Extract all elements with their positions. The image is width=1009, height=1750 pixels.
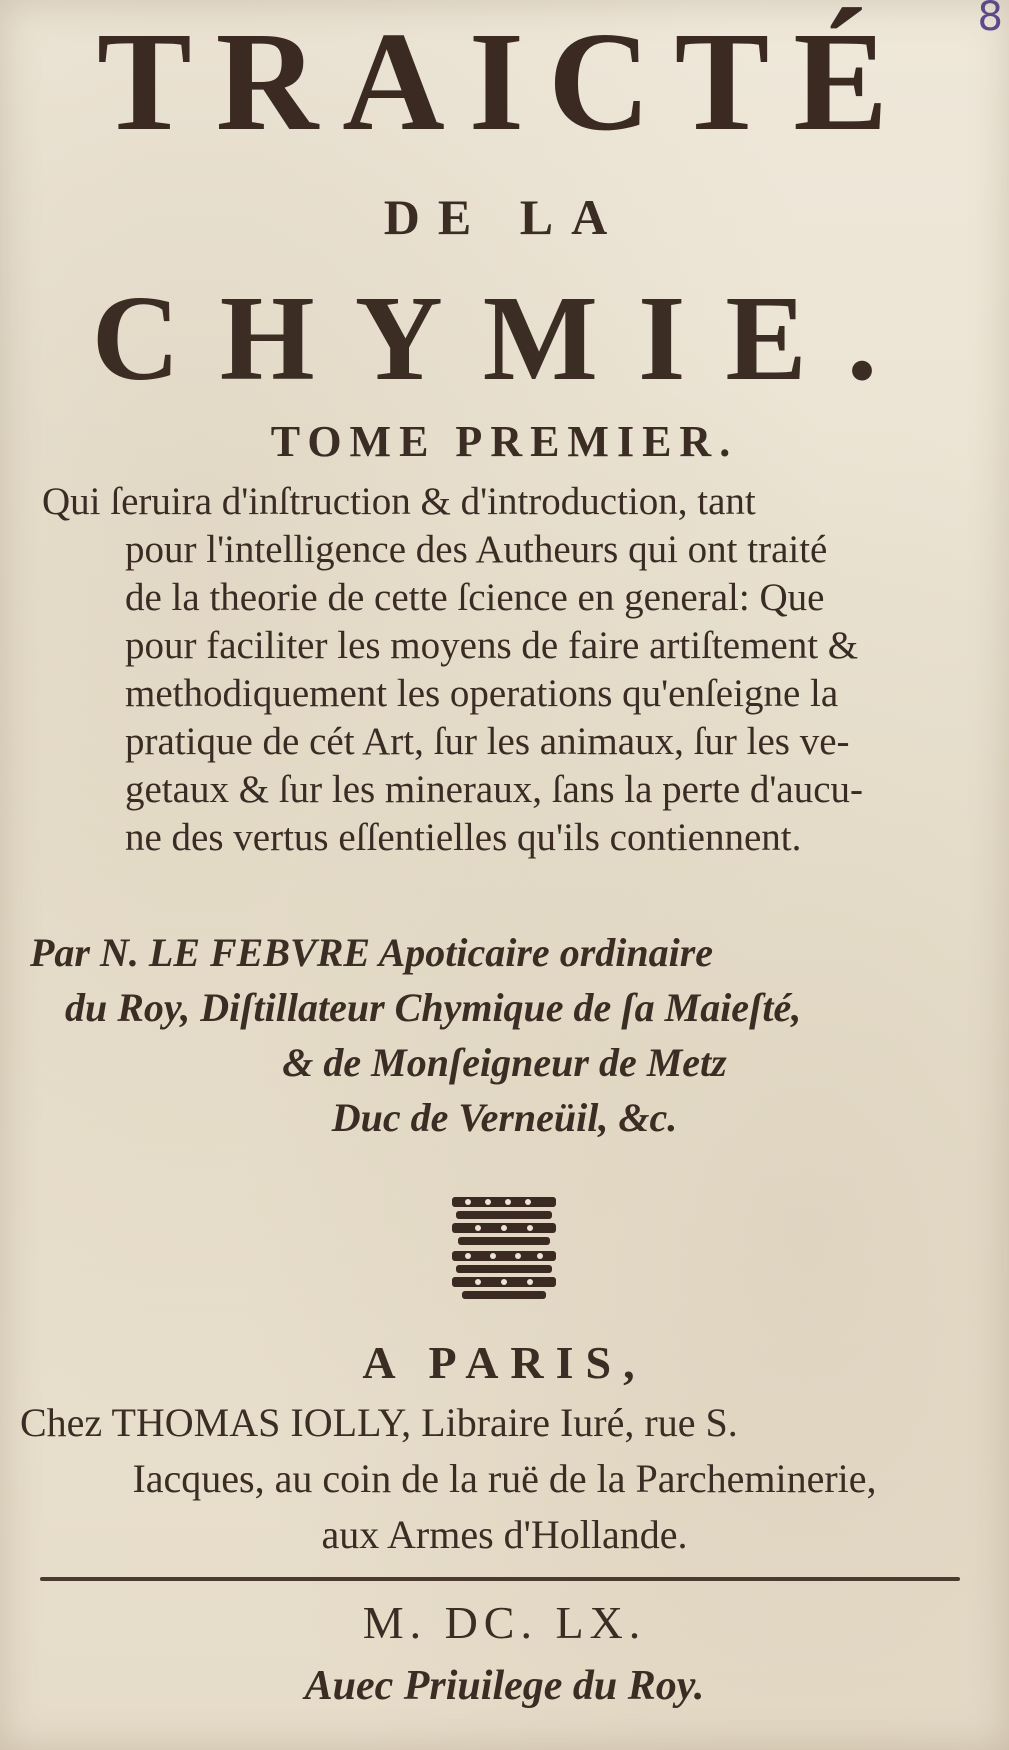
- privilege-note: Auec Priuilege du Roy.: [304, 1663, 705, 1709]
- description-line: Qui ſeruira d'inſtruction & d'introduction, tant: [42, 480, 756, 523]
- imprint-line: Iacques, au coin de la ruë de la Parcheminerie,: [132, 1456, 877, 1501]
- publication-date: M. DC. LX.: [362, 1597, 647, 1648]
- volume-label: TOME PREMIER.: [270, 417, 739, 466]
- description-block: [30, 478, 1000, 862]
- author-line: Par N. LE FEBVRE Apoticaire ordinaire: [30, 930, 714, 975]
- description-line: methodiquement les operations qu'enſeigne la: [125, 672, 839, 715]
- imprint-line: Chez THOMAS IOLLY, Libraire Iuré, rue S.: [20, 1400, 738, 1445]
- printer-ornament-icon: [448, 1193, 560, 1305]
- title-line-chymie: CHYMIE.: [91, 271, 918, 406]
- author-line: du Roy, Diſtillateur Chymique de ſa Maieſté,: [65, 985, 802, 1030]
- description-line: pour faciliter les moyens de faire artiſtement &: [125, 624, 859, 667]
- author-block: [0, 925, 1009, 1145]
- description-line: getaux & ſur les mineraux, ſans la perte d'aucu-: [125, 768, 864, 811]
- title-line-de-la: DE LA: [383, 189, 626, 245]
- description-line: ne des vertus eſſentielles qu'ils contiennent.: [125, 816, 802, 859]
- imprint-city: A PARIS,: [362, 1337, 647, 1388]
- imprint-line: aux Armes d'Hollande.: [321, 1512, 688, 1557]
- description-line: pour l'intelligence des Autheurs qui ont traité: [125, 528, 828, 571]
- author-line: & de Monſeigneur de Metz: [282, 1040, 727, 1085]
- shelf-mark: 8: [977, 0, 1003, 40]
- description-line: pratique de cét Art, ſur les animaux, ſur les ve-: [125, 720, 850, 763]
- title-line-traicte: TRAICTÉ: [96, 2, 913, 160]
- imprint-block: [0, 1395, 1009, 1563]
- horizontal-rule: [40, 1577, 960, 1581]
- author-line: Duc de Verneüil, &c.: [331, 1095, 678, 1140]
- description-line: de la theorie de cette ſcience en general: Que: [125, 576, 825, 619]
